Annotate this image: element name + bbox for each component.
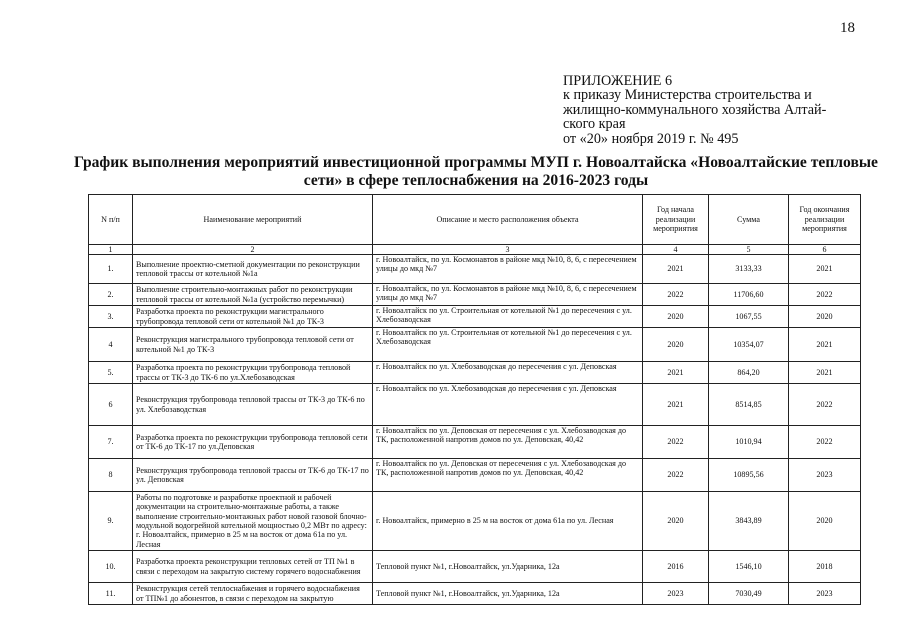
title-line: График выполнения мероприятий инвестиционной программы МУП г. Новоалтайска «Новоалтайские тепловые: [74, 154, 878, 171]
table-row: [89, 284, 861, 306]
appendix-block: [563, 74, 845, 146]
row-start-year: 2022: [643, 459, 709, 492]
row-number: 8: [89, 459, 133, 492]
column-number: 2: [133, 245, 373, 255]
header-number: N п/п: [89, 195, 133, 245]
appendix-line: жилищно-коммунального хозяйства Алтай-: [563, 101, 827, 118]
row-sum: 3843,89: [709, 492, 789, 551]
page-number: 18: [840, 20, 855, 36]
row-start-year: 2020: [643, 328, 709, 362]
appendix-line: ПРИЛОЖЕНИЕ 6: [563, 73, 673, 89]
header-name: Наименование мероприятий: [133, 195, 373, 245]
row-description: г. Новоалтайск по ул. Деповская от пересечения с ул. Хлебозаводская до ТК, расположенной напротив домов по ул. Деповская, 40,42: [373, 459, 643, 492]
row-start-year: 2016: [643, 551, 709, 583]
row-number: 2.: [89, 284, 133, 306]
row-name: Выполнение строительно-монтажных работ по реконструкции тепловой трассы от котельной №1а (устройство перемычки): [133, 284, 373, 306]
row-sum: 1546,10: [709, 551, 789, 583]
appendix-line: к приказу Министерства строительства и: [563, 87, 812, 104]
table-row: [89, 551, 861, 583]
row-sum: 864,20: [709, 362, 789, 384]
row-number: 3.: [89, 306, 133, 328]
table-header-row: [89, 195, 861, 245]
row-number: 6: [89, 384, 133, 426]
row-number: 11.: [89, 583, 133, 605]
column-number-row: [89, 245, 861, 255]
row-number: 5.: [89, 362, 133, 384]
row-end-year: 2022: [789, 384, 861, 426]
row-sum: 1010,94: [709, 426, 789, 459]
document-title: [60, 154, 892, 189]
row-name: Выполнение проектно-сметной документации по реконструкции тепловой трассы от котельной №1а: [133, 255, 373, 284]
table-row: [89, 384, 861, 426]
row-name: Реконструкция магистрального трубопровода тепловой сети от котельной №1 до ТК-3: [133, 328, 373, 362]
row-start-year: 2022: [643, 284, 709, 306]
row-end-year: 2023: [789, 583, 861, 605]
row-start-year: 2021: [643, 384, 709, 426]
column-number: 4: [643, 245, 709, 255]
table-row: [89, 306, 861, 328]
row-name: Разработка проекта по реконструкции магистрального трубопровода тепловой сети от котельной №1 до ТК-3: [133, 306, 373, 328]
row-start-year: 2022: [643, 426, 709, 459]
column-number: 5: [709, 245, 789, 255]
row-end-year: 2022: [789, 284, 861, 306]
column-number: 6: [789, 245, 861, 255]
appendix-line: от «20» ноября 2019 г. № 495: [563, 130, 739, 147]
row-name: Реконструкция трубопровода тепловой трассы от ТК-3 до ТК-6 по ул. Хлебозаводсткая: [133, 384, 373, 426]
row-sum: 10354,07: [709, 328, 789, 362]
row-sum: 11706,60: [709, 284, 789, 306]
row-description: г. Новоалтайск, по ул. Космонавтов в районе мкд №10, 8, 6, с пересечением улицы до мкд №7: [373, 284, 643, 306]
row-description: г. Новоалтайск по ул. Строительная от котельной №1 до пересечения с ул. Хлебозаводская: [373, 328, 643, 362]
row-end-year: 2018: [789, 551, 861, 583]
row-start-year: 2020: [643, 306, 709, 328]
table-row: [89, 492, 861, 551]
row-description: г. Новоалтайск по ул. Деповская от пересечения с ул. Хлебозаводская до ТК, расположенной напротив домов по ул. Деповская, 40,42: [373, 426, 643, 459]
table-row: [89, 362, 861, 384]
row-description: г. Новоалтайск, по ул. Космонавтов в районе мкд №10, 8, 6, с пересечением улицы до мкд №7: [373, 255, 643, 284]
row-end-year: 2022: [789, 426, 861, 459]
column-number: 3: [373, 245, 643, 255]
row-name: Реконструкция сетей теплоснабжения и горячего водоснабжения от ТП№1 до абонентов, в связи с переходом на закрытую: [133, 583, 373, 605]
header-description: Описание и место расположения объекта: [373, 195, 643, 245]
appendix-line: ского края: [563, 116, 626, 133]
row-sum: 7030,49: [709, 583, 789, 605]
row-description: Тепловой пункт №1, г.Новоалтайск, ул.Ударника, 12а: [373, 583, 643, 605]
schedule-table: [88, 194, 861, 605]
row-end-year: 2021: [789, 362, 861, 384]
row-start-year: 2021: [643, 255, 709, 284]
row-sum: 1067,55: [709, 306, 789, 328]
header-end-year: Год окончания реализации мероприятия: [789, 195, 861, 245]
title-line: сети» в сфере теплоснабжения на 2016-2023 годы: [303, 171, 649, 189]
row-number: 4: [89, 328, 133, 362]
row-description: г. Новоалтайск по ул. Хлебозаводская до пересечения с ул. Деповская: [373, 362, 643, 384]
row-name: Разработка проекта по реконструкции трубопровода тепловой трассы от ТК-3 до ТК-6 по ул.Хлебозаводская: [133, 362, 373, 384]
table-row: [89, 426, 861, 459]
row-start-year: 2021: [643, 362, 709, 384]
row-description: г. Новоалтайск, примерно в 25 м на восток от дома 61а по ул. Лесная: [373, 492, 643, 551]
column-number: 1: [89, 245, 133, 255]
header-start-year: Год начала реализации мероприятия: [643, 195, 709, 245]
row-end-year: 2020: [789, 492, 861, 551]
row-name: Реконструкция трубопровода тепловой трассы от ТК-6 до ТК-17 по ул. Деповская: [133, 459, 373, 492]
row-description: г. Новоалтайск по ул. Хлебозаводская до пересечения с ул. Деповская: [373, 384, 643, 426]
row-number: 1.: [89, 255, 133, 284]
row-description: Тепловой пункт №1, г.Новоалтайск, ул.Ударника, 12а: [373, 551, 643, 583]
row-end-year: 2023: [789, 459, 861, 492]
row-number: 9.: [89, 492, 133, 551]
row-number: 7.: [89, 426, 133, 459]
header-sum: Сумма: [709, 195, 789, 245]
row-end-year: 2021: [789, 328, 861, 362]
row-end-year: 2021: [789, 255, 861, 284]
row-start-year: 2020: [643, 492, 709, 551]
row-name: Работы по подготовке и разработке проектной и рабочей документации на строительно-монтажные работы, а также выполнение строительно-монтажных работ новой газовой блочно-модульной водогрейной котельной мощностью 0,2 МВт по адресу: г. Новоалтайск, примерно в 25 м на восток от дома 61а по ул. Лесная: [133, 492, 373, 551]
table-row: [89, 255, 861, 284]
row-number: 10.: [89, 551, 133, 583]
row-sum: 8514,85: [709, 384, 789, 426]
table-row: [89, 328, 861, 362]
row-start-year: 2023: [643, 583, 709, 605]
table-row: [89, 583, 861, 605]
row-name: Разработка проекта по реконструкции трубопровода тепловой сети от ТК-6 до ТК-17 по ул.Деповская: [133, 426, 373, 459]
row-description: г. Новоалтайск по ул. Строительная от котельной №1 до пересечения с ул. Хлебозаводская: [373, 306, 643, 328]
row-sum: 10895,56: [709, 459, 789, 492]
row-end-year: 2020: [789, 306, 861, 328]
row-sum: 3133,33: [709, 255, 789, 284]
table-row: [89, 459, 861, 492]
row-name: Разработка проекта реконструкции тепловых сетей от ТП №1 в связи с переходом на закрытую систему горячего водоснабжения: [133, 551, 373, 583]
